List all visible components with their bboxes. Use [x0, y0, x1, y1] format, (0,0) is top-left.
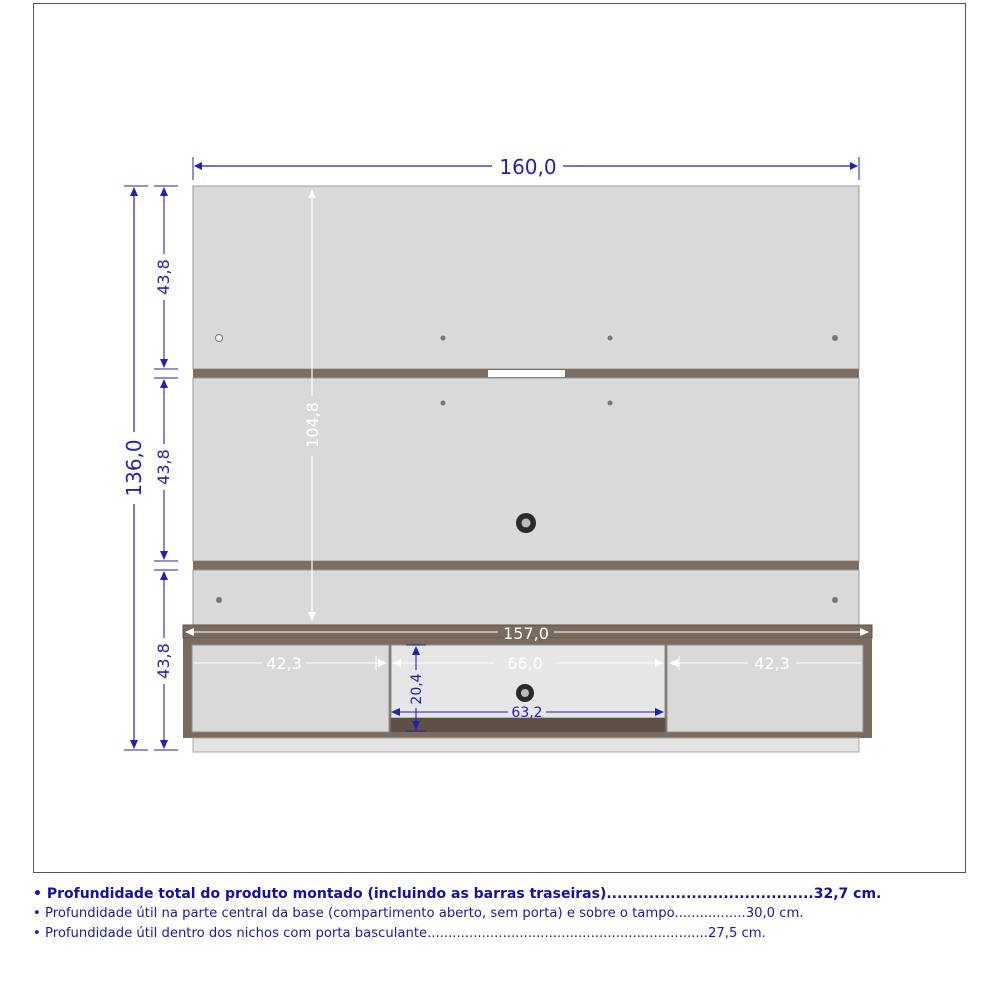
cable-slot: [488, 370, 565, 377]
panel-top: [193, 186, 859, 369]
note-center-depth: • Profundidade útil na parte central da base (compartimento aberto, sem porta) e sobre o tampo.................30,0 cm.: [33, 906, 804, 921]
dim-label: 20,4: [409, 673, 425, 705]
dim-label: 42,3: [266, 654, 302, 673]
wall-strip-2: [193, 561, 859, 570]
panel-middle: [193, 378, 859, 561]
dim-total-height: [122, 186, 148, 750]
dim-panel-bottom-height: [154, 570, 178, 750]
note-total-depth: • Profundidade total do produto montado (incluindo as barras traseiras).......................................32,7 cm.: [33, 886, 882, 902]
dim-label: 66,0: [507, 654, 543, 673]
dim-label: 43,8: [154, 259, 173, 295]
dim-label: 104,8: [303, 402, 322, 448]
rack-foot: [193, 738, 859, 752]
dim-label: 63,2: [511, 705, 543, 721]
depth-notes: [33, 884, 973, 944]
dim-panel-middle-height: [154, 378, 178, 561]
cable-hole-icon: [516, 513, 536, 533]
dim-label: 43,8: [154, 449, 173, 485]
note-niche-depth: • Profundidade útil dentro dos nichos com porta basculante...................................................................27,5 cm.: [33, 926, 766, 941]
dim-label: 43,8: [154, 643, 173, 679]
dim-panel-top-height: [154, 186, 178, 369]
cable-hole-icon: [516, 684, 534, 702]
dim-label: 157,0: [503, 624, 549, 643]
dim-total-width: [193, 155, 859, 180]
dim-label: 42,3: [754, 654, 790, 673]
dim-label: 160,0: [499, 155, 557, 179]
dim-label: 136,0: [122, 439, 146, 497]
